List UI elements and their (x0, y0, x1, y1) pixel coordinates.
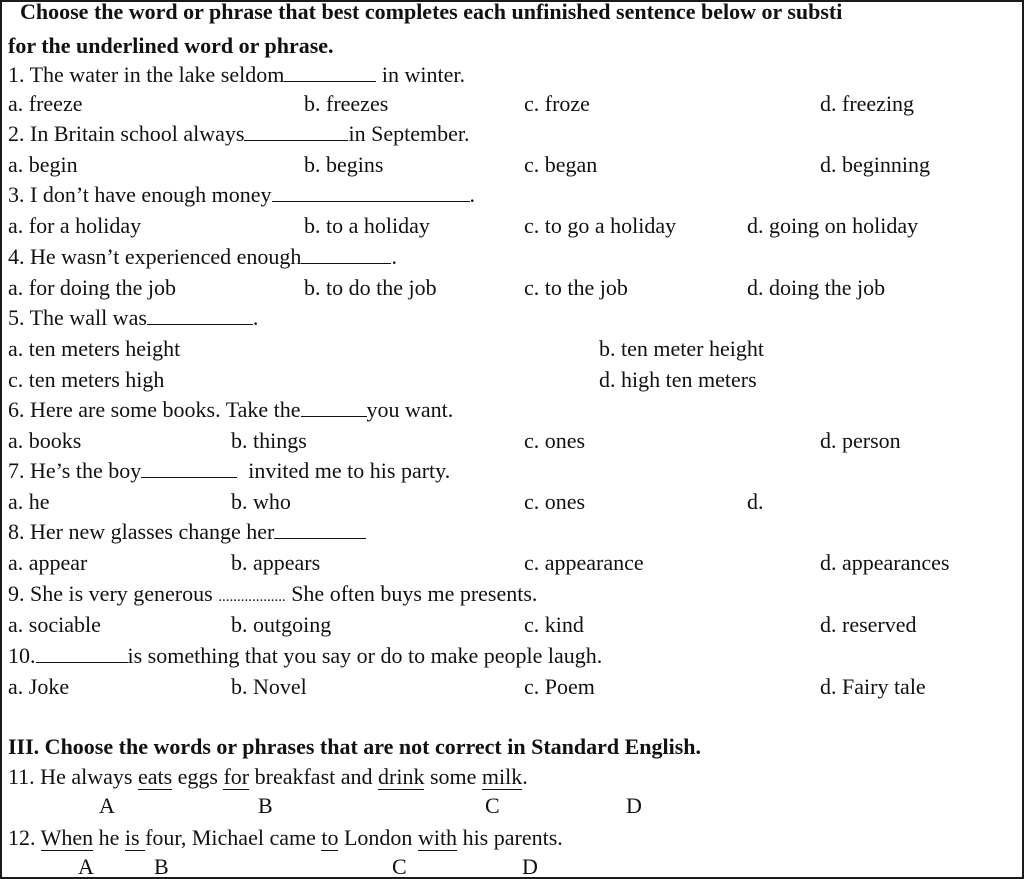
question-5-option-d: d. high ten meters (599, 367, 757, 392)
question-12-underlined-d: with (417, 825, 458, 850)
question-2-option-b: b. begins (304, 152, 384, 177)
question-11-text: breakfast and (249, 764, 379, 789)
question-7-option-c: c. ones (524, 489, 586, 514)
question-12-text: London (338, 825, 418, 850)
question-6-blank (301, 398, 367, 417)
question-12-letter-c: C (392, 854, 407, 879)
question-9-dotted-blank: .................. (218, 589, 286, 605)
question-12-letter-d: D (522, 854, 538, 879)
question-2-stem (8, 121, 469, 147)
question-3-blank (272, 183, 470, 202)
question-3-stem (8, 182, 475, 208)
question-7-text: 7. He’s the boy (8, 458, 142, 483)
instruction-line-1: Choose the word or phrase that best completes each unfinished sentence below or substi (20, 0, 843, 24)
question-6-option-d: d. person (820, 428, 901, 453)
question-11-sentence (8, 764, 528, 790)
question-11-underlined-d: milk (481, 764, 523, 789)
question-11-letter-c: C (485, 793, 500, 818)
question-4-text: 4. He wasn’t experienced enough (8, 244, 302, 269)
question-3-option-a: a. for a holiday (8, 213, 142, 238)
question-3-option-c: c. to go a holiday (524, 213, 677, 238)
question-11-underlined-c: drink (378, 764, 425, 789)
question-6-option-c: c. ones (524, 428, 586, 453)
question-10-option-d: d. Fairy tale (820, 674, 926, 699)
question-10-text: 10. (8, 643, 36, 668)
question-5-text-end: . (252, 305, 259, 330)
question-9-text: 9. She is very generous (8, 581, 213, 606)
section-3-heading: III. Choose the words or phrases that are not correct in Standard English. (8, 734, 702, 759)
question-8-stem (8, 519, 366, 545)
question-12-text: he (93, 825, 125, 850)
question-8-option-a: a. appear (8, 550, 88, 575)
instruction-line-2: for the underlined word or phrase. (8, 33, 334, 58)
question-8-blank (274, 520, 366, 539)
question-10-option-a: a. Joke (8, 674, 70, 699)
question-7-text-end: invited me to his party. (248, 458, 451, 483)
question-12-letter-a: A (78, 854, 94, 879)
question-7-option-b: b. who (231, 489, 291, 514)
question-1-blank (284, 63, 376, 82)
question-5-option-c: c. ten meters high (8, 367, 165, 392)
question-5-option-b: b. ten meter height (599, 336, 764, 361)
question-12-text: 12. (8, 825, 41, 850)
question-4-stem (8, 244, 397, 270)
question-4-blank (301, 245, 391, 264)
question-4-option-d: d. doing the job (747, 275, 886, 300)
question-9-option-d: d. reserved (820, 612, 917, 637)
question-8-text: 8. Her new glasses change her (8, 519, 275, 544)
question-3-text-end: . (469, 182, 476, 207)
question-8-option-c: c. appearance (524, 550, 644, 575)
question-7-option-a: a. he (8, 489, 50, 514)
question-1-text-end: in winter. (381, 62, 465, 87)
question-5-stem (8, 305, 258, 331)
question-12-sentence (8, 825, 563, 851)
question-8-option-b: b. appears (231, 550, 321, 575)
question-7-option-d: d. (747, 489, 764, 514)
question-9-option-c: c. kind (524, 612, 584, 637)
question-12-letter-b: B (154, 854, 169, 879)
question-4-option-c: c. to the job (524, 275, 628, 300)
question-11-underlined-a: eats (137, 764, 173, 789)
question-7-stem (8, 458, 450, 484)
question-3-option-b: b. to a holiday (304, 213, 430, 238)
question-4-option-a: a. for doing the job (8, 275, 177, 300)
question-11-letter-a: A (99, 793, 115, 818)
question-3-text: 3. I don’t have enough money (8, 182, 272, 207)
question-5-option-a: a. ten meters height (8, 336, 181, 361)
question-2-option-c: c. began (524, 152, 598, 177)
question-1-text: 1. The water in the lake seldom (8, 62, 285, 87)
question-5-blank (147, 306, 253, 325)
question-4-text-end: . (391, 244, 397, 269)
question-5-text: 5. The wall was (8, 305, 147, 330)
question-1-option-d: d. freezing (820, 91, 915, 116)
question-6-option-a: a. books (8, 428, 82, 453)
question-11-text: some (424, 764, 482, 789)
question-2-blank (244, 122, 348, 141)
question-12-text: his parents. (457, 825, 563, 850)
question-11-letter-b: B (258, 793, 273, 818)
question-9-option-a: a. sociable (8, 612, 101, 637)
question-6-text: 6. Here are some books. Take the (8, 397, 301, 422)
question-10-option-c: c. Poem (524, 674, 595, 699)
question-10-option-b: b. Novel (231, 674, 307, 699)
question-6-text-end: you want. (366, 397, 454, 422)
question-1-option-a: a. freeze (8, 91, 83, 116)
question-2-text-end: in September. (348, 121, 470, 146)
question-11-text: eggs (172, 764, 224, 789)
question-10-stem (8, 643, 602, 669)
question-9-text-end: She often buys me presents. (291, 581, 538, 606)
question-2-option-d: d. beginning (820, 152, 930, 177)
question-11-text: 11. He always (8, 764, 138, 789)
question-10-blank (36, 644, 128, 663)
question-6-option-b: b. things (231, 428, 307, 453)
question-12-text: four, Michael came (145, 825, 322, 850)
question-11-underlined-b: for (223, 764, 250, 789)
question-2-text: 2. In Britain school always (8, 121, 245, 146)
question-1-stem (8, 62, 465, 88)
question-9-stem (8, 581, 537, 610)
question-10-text-end: is something that you say or do to make people laugh. (127, 643, 603, 668)
question-1-option-b: b. freezes (304, 91, 389, 116)
question-12-underlined-a: When (40, 825, 94, 850)
question-6-stem (8, 397, 453, 423)
question-7-blank (141, 459, 237, 478)
question-12-underlined-b: is (124, 825, 146, 850)
question-8-option-d: d. appearances (820, 550, 950, 575)
question-9-option-b: b. outgoing (231, 612, 332, 637)
question-2-option-a: a. begin (8, 152, 78, 177)
question-12-underlined-c: to (321, 825, 339, 850)
question-11-letter-d: D (626, 793, 642, 818)
question-1-option-c: c. froze (524, 91, 590, 116)
question-4-option-b: b. to do the job (304, 275, 437, 300)
question-3-option-d: d. going on holiday (747, 213, 919, 238)
question-11-text: . (522, 764, 528, 789)
